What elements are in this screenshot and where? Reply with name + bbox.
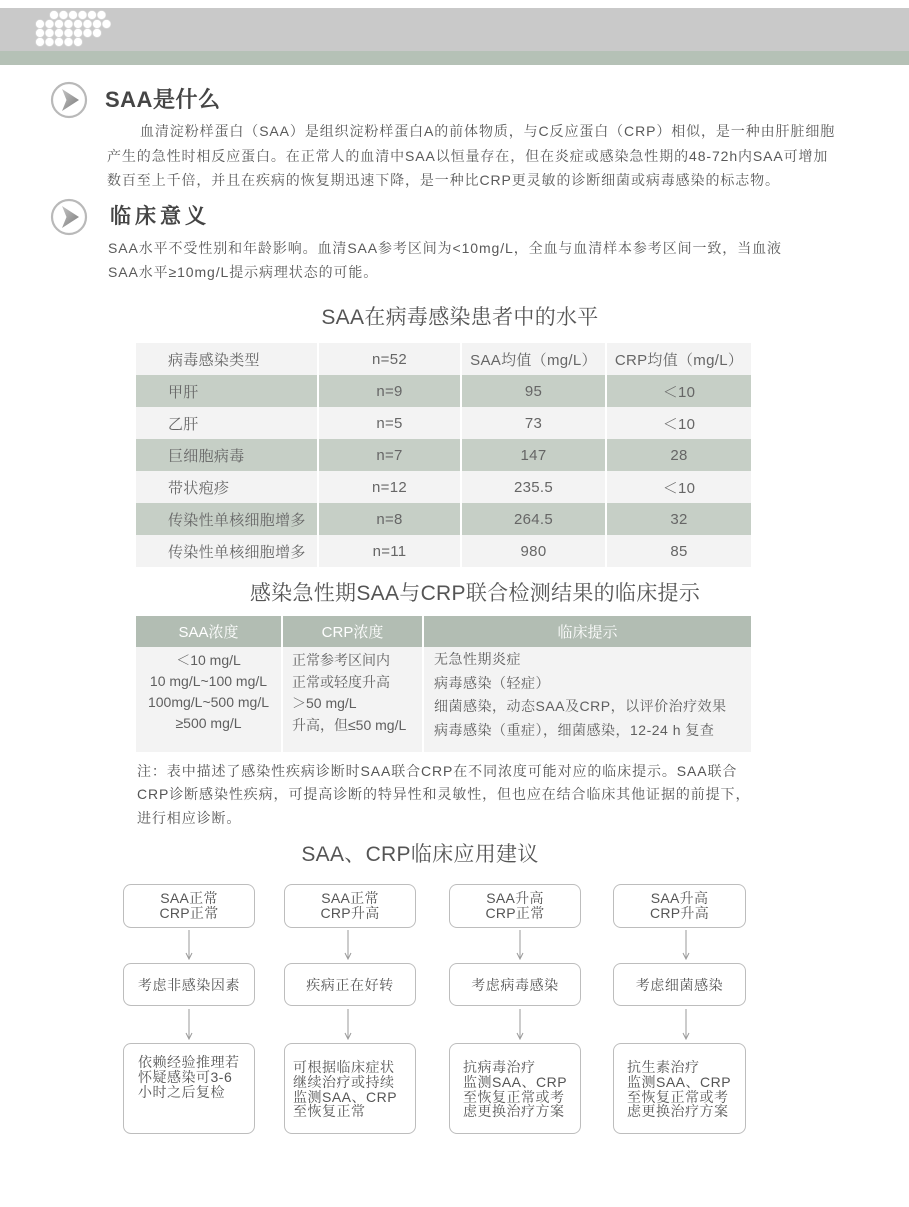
clinical-hint: 细菌感染，动态SAA及CRP，以评价治疗效果 [434, 698, 727, 714]
flow-condition-box [123, 884, 255, 928]
clinical-hint: 病毒感染（轻症） [434, 674, 550, 691]
table-row [136, 375, 751, 407]
table-cell: 95 [462, 375, 607, 407]
table-header-row [136, 616, 751, 647]
table-cell: 传染性单核细胞增多 [136, 535, 319, 567]
combined-table-title: 感染急性期SAA与CRP联合检测结果的临床提示 [249, 582, 701, 605]
condition-line: SAA升高 [486, 890, 544, 906]
paragraph-line: SAA水平≥10mg/L提示病理状态的可能。 [108, 264, 379, 280]
table-header-cell: 病毒感染类型 [136, 343, 319, 375]
action-line: 怀疑感染可3-6 [138, 1068, 233, 1085]
action-line: 至恢复正常或考 [463, 1088, 565, 1105]
flowchart-title: SAA、CRP临床应用建议 [301, 843, 539, 866]
table-header-cell: 临床提示 [557, 624, 618, 641]
section-title: 临床意义 [110, 205, 210, 228]
table-cell: 980 [462, 535, 607, 567]
chevron-right-circle-icon [50, 81, 88, 119]
flow-condition-box [613, 884, 746, 928]
crp-concentration-value: ＞50 mg/L [292, 695, 357, 711]
table-cell: n=11 [319, 535, 462, 567]
condition-line: CRP正常 [485, 905, 545, 921]
flow-consideration-box [284, 963, 416, 1006]
paragraph-line: 产生的急性时相反应蛋白。在正常人的血清中SAA以恒量存在，但在炎症或感染急性期的48-72h内SAA可增加 [107, 148, 829, 164]
table-row [136, 503, 751, 535]
arrow-down-icon [681, 930, 691, 960]
consideration-text: 疾病正在好转 [306, 976, 394, 993]
crp-concentration-value: 正常参考区间内 [292, 652, 390, 668]
arrow-down-icon [343, 930, 353, 960]
action-line: 继续治疗或持续 [293, 1073, 395, 1090]
saa-concentration-column [136, 647, 283, 752]
header-accent-stripe [0, 51, 909, 65]
header-band [0, 8, 909, 51]
consideration-text: 考虑病毒感染 [471, 976, 559, 993]
condition-line: CRP正常 [159, 905, 219, 921]
condition-line: SAA正常 [160, 890, 218, 906]
arrow-down-icon [681, 1009, 691, 1040]
action-line: 虑更换治疗方案 [463, 1103, 565, 1120]
table-header-cell: CRP均值（mg/L） [614, 351, 744, 369]
condition-line: CRP升高 [320, 905, 380, 921]
table-cell: 147 [462, 439, 607, 471]
action-line: 监测SAA、CRP [293, 1088, 398, 1105]
table-header-cell: n=52 [319, 343, 462, 375]
action-line: 可根据临床症状 [293, 1059, 395, 1075]
table-cell: n=9 [319, 375, 462, 407]
table-cell: n=5 [319, 407, 462, 439]
table-header-row [136, 343, 751, 375]
condition-line: SAA正常 [321, 890, 379, 906]
flow-consideration-box [123, 963, 255, 1006]
saa-concentration-value: 10 mg/L~100 mg/L [149, 673, 268, 689]
table-cell: 传染性单核细胞增多 [136, 503, 319, 535]
table-cell: 乙肝 [136, 407, 319, 439]
table-cell: 巨细胞病毒 [136, 439, 319, 471]
arrow-down-icon [184, 930, 194, 960]
flow-action-box [123, 1043, 255, 1134]
section-title: SAA是什么 [105, 87, 221, 112]
action-line: 小时之后复检 [138, 1083, 225, 1100]
table-cell: ＜10 [662, 383, 696, 401]
table-cell: 235.5 [462, 471, 607, 503]
crp-concentration-value: 正常或轻度升高 [292, 673, 390, 690]
virus-table-title: SAA在病毒感染患者中的水平 [321, 306, 599, 329]
action-line: 依赖经验推理若 [138, 1054, 240, 1070]
table-cell: 带状疱疹 [136, 471, 319, 503]
action-line: 至恢复正常或考 [627, 1088, 729, 1105]
action-line: 监测SAA、CRP [627, 1073, 732, 1090]
action-line: 至恢复正常 [293, 1103, 366, 1120]
table-row [136, 535, 751, 567]
table-cell: ＜10 [662, 479, 696, 497]
consideration-text: 考虑细菌感染 [635, 976, 724, 993]
table-row [136, 439, 751, 471]
arrow-down-icon [184, 1009, 194, 1040]
action-line: 虑更换治疗方案 [627, 1103, 729, 1120]
paragraph-line: 血清淀粉样蛋白（SAA）是组织淀粉样蛋白A的前体物质，与C反应蛋白（CRP）相似，是一种由肝脏细胞 [140, 123, 836, 139]
note-line: 注：表中描述了感染性疾病诊断时SAA联合CRP在不同浓度可能对应的临床提示。SAA联合 [137, 763, 738, 779]
table-header-cell: SAA均值（mg/L） [462, 343, 607, 375]
table-cell: 28 [670, 446, 688, 464]
table-cell: 73 [462, 407, 607, 439]
table-body [136, 647, 751, 752]
action-line: 监测SAA、CRP [463, 1073, 568, 1090]
chevron-right-circle-icon [50, 198, 88, 236]
table-row [136, 407, 751, 439]
condition-line: CRP升高 [649, 905, 710, 921]
flow-action-box [613, 1043, 746, 1134]
action-line: 抗生素治疗 [627, 1059, 700, 1075]
crp-concentration-value: 升高，但≤50 mg/L [292, 716, 407, 733]
flow-consideration-box [613, 963, 746, 1006]
paragraph-line: 数百至上千倍，并且在疾病的恢复期迅速下降，是一种比CRP更灵敏的诊断细菌或病毒感染的标志物。 [107, 172, 780, 188]
table-cell: 85 [670, 542, 688, 560]
arrow-down-icon [515, 1009, 525, 1040]
note-line: 进行相应诊断。 [137, 810, 242, 826]
virus-table [136, 343, 751, 567]
table-cell: ＜10 [662, 415, 696, 433]
flow-action-box [449, 1043, 581, 1134]
table-header-cell: SAA浓度 [136, 616, 283, 647]
combined-test-table [136, 616, 751, 752]
table-header-cell: CRP浓度 [283, 616, 424, 647]
condition-line: SAA升高 [650, 890, 709, 906]
table-row [136, 471, 751, 503]
clinical-hint-column [424, 647, 751, 752]
saa-concentration-value: ≥500 mg/L [175, 715, 242, 731]
flow-condition-box [449, 884, 581, 928]
paragraph-line: SAA水平不受性别和年龄影响。血清SAA参考区间为<10mg/L，全血与血清样本参考区间一致，当血液 [108, 240, 782, 256]
arrow-down-icon [343, 1009, 353, 1040]
saa-concentration-value: ＜10 mg/L [176, 652, 241, 668]
arrow-down-icon [515, 930, 525, 960]
clinical-hint: 无急性期炎症 [434, 651, 521, 667]
table-cell: 甲肝 [136, 375, 319, 407]
dot-pattern-icon [34, 9, 114, 51]
table-cell: 264.5 [462, 503, 607, 535]
table-cell: n=7 [319, 439, 462, 471]
flow-condition-box [284, 884, 416, 928]
clinical-hint: 病毒感染（重症），细菌感染，12-24 h 复查 [434, 721, 715, 738]
table-cell: 32 [670, 510, 688, 528]
flow-action-box [284, 1043, 416, 1134]
crp-concentration-column [283, 647, 424, 752]
table-cell: n=8 [319, 503, 462, 535]
table-cell: n=12 [319, 471, 462, 503]
flow-consideration-box [449, 963, 581, 1006]
note-line: CRP诊断感染性疾病，可提高诊断的特异性和灵敏性，但也应在结合临床其他证据的前提下， [137, 786, 751, 802]
action-line: 抗病毒治疗 [463, 1059, 536, 1075]
saa-concentration-value: 100mg/L~500 mg/L [147, 694, 270, 710]
consideration-text: 考虑非感染因素 [137, 976, 241, 993]
